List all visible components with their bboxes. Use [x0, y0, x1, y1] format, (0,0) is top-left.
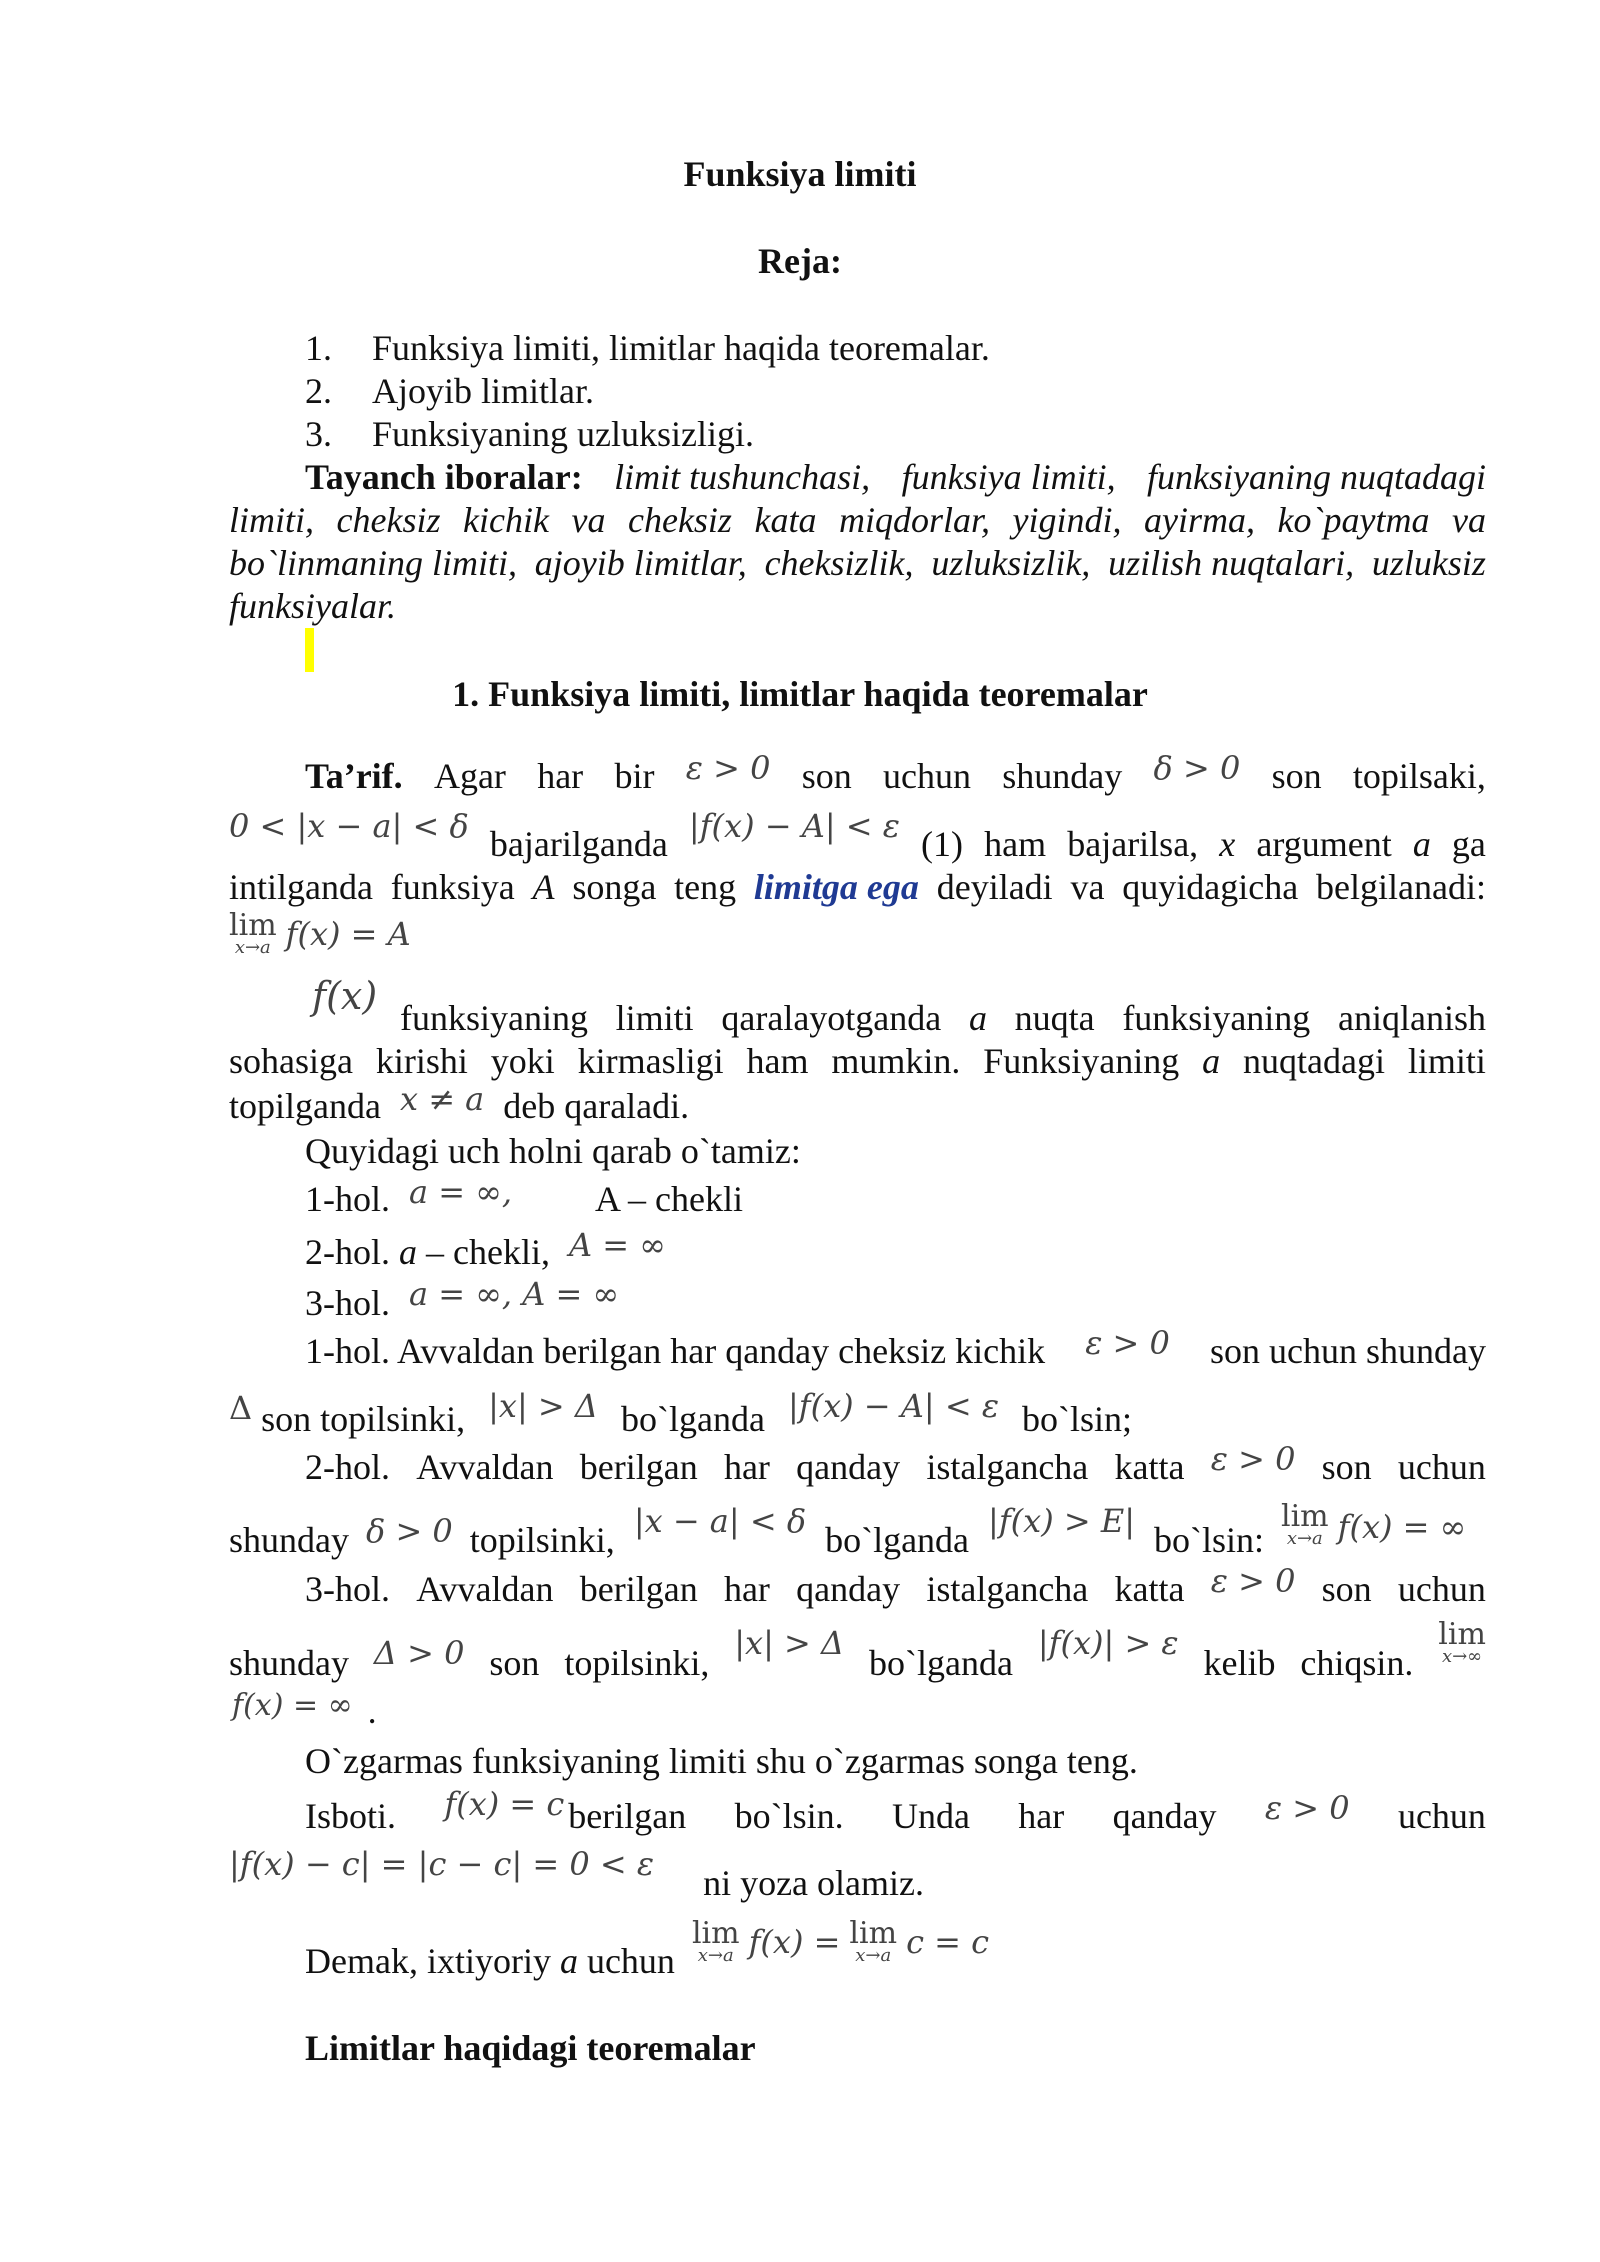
- plan-item-3: [305, 413, 754, 456]
- proof-label: Isboti.: [305, 1796, 397, 1836]
- word: argument: [1256, 824, 1392, 864]
- math-abs-f: |f(x) − A| < ε: [787, 1387, 999, 1425]
- math-fx: f(x): [312, 974, 378, 1018]
- limit-expression: f(x) = A: [285, 915, 411, 953]
- limit-text: lim: [849, 1915, 898, 1951]
- keywords-line-2: [229, 499, 1486, 542]
- case-3: [305, 1275, 620, 1326]
- math-epsilon-positive: ε > 0: [1210, 1440, 1296, 1478]
- plan-item-number: 1.: [305, 328, 332, 368]
- math-limit-definition: [229, 907, 411, 959]
- limit-text: lim: [229, 907, 277, 943]
- plan-item-text: Funksiyaning uzluksizligi.: [372, 414, 754, 454]
- case-2: [305, 1226, 666, 1275]
- keyword: cheksizlik,: [764, 543, 914, 583]
- cases-intro: Quyidagi uch holni qarab o`tamiz:: [305, 1131, 801, 1171]
- keyword-word: miqdorlar,: [838, 500, 990, 540]
- word: yoki: [490, 1041, 555, 1081]
- word: a: [1202, 1041, 1221, 1081]
- word: qaralayotganda: [721, 998, 942, 1038]
- keyword: ajoyib limitlar,: [534, 543, 747, 583]
- limit-operator: [691, 1915, 740, 1967]
- word: kirishi: [375, 1041, 468, 1081]
- keywords-line-3: [229, 542, 1486, 585]
- word: qanday: [796, 1447, 901, 1487]
- keyword: uzluksizlik,: [931, 543, 1091, 583]
- word: nuqtadagi: [1243, 1041, 1385, 1081]
- theorems-heading: Limitlar haqidagi teoremalar: [305, 2028, 756, 2068]
- plan-heading: Reja:: [758, 241, 842, 281]
- hol3-line-2: [229, 1617, 1486, 1686]
- math-abs-x: |x| > Δ: [734, 1624, 845, 1662]
- text: bo`lganda: [825, 1520, 970, 1560]
- definition-line-3: [229, 866, 1486, 909]
- text: uchun: [577, 1941, 675, 1981]
- proof-line-1: [305, 1785, 1486, 1838]
- case-text: A – chekli: [595, 1179, 743, 1219]
- word: nuqta: [1014, 998, 1095, 1038]
- word: berilgan: [568, 1796, 687, 1836]
- word: son: [801, 756, 852, 796]
- word: katta: [1114, 1569, 1185, 1609]
- hol2-line-1: [305, 1440, 1486, 1489]
- keyword-word: va: [571, 500, 606, 540]
- word: son: [489, 1643, 540, 1683]
- math-inequality-x: 0 < |x − a| < δ: [229, 807, 469, 845]
- word: bo`lganda: [869, 1643, 1013, 1683]
- text: ni yoza olamiz.: [703, 1863, 924, 1903]
- case-text: – chekli,: [417, 1232, 550, 1272]
- math-f-equals-c: f(x) = c: [444, 1785, 565, 1823]
- keyword: limit tushunchasi,: [614, 457, 871, 497]
- math-abs-x-a: |x − a| < δ: [633, 1502, 807, 1540]
- keywords-label: Tayanch iboralar:: [305, 457, 583, 497]
- word: istalgancha: [926, 1569, 1089, 1609]
- text: Demak, ixtiyoriy: [305, 1941, 560, 1981]
- word: limiti: [1407, 1041, 1486, 1081]
- definition-line-1: [305, 749, 1486, 798]
- limit-subscript: x→a: [855, 1944, 892, 1966]
- definition-label: Ta’rif.: [305, 756, 403, 796]
- plan-item-number: 3.: [305, 414, 332, 454]
- limit-expression: f(x) = ∞: [232, 1688, 353, 1723]
- word: qanday: [1112, 1796, 1217, 1836]
- keyword-word: cheksiz: [336, 500, 441, 540]
- case-label: 2-hol.: [305, 1232, 390, 1272]
- word: topilganda: [229, 1086, 381, 1126]
- limit-operator: [1438, 1617, 1486, 1668]
- plan-item-text: Funksiya limiti, limitlar haqida teoremalar.: [372, 328, 990, 368]
- word: kirmasligi: [577, 1041, 724, 1081]
- word: mumkin.: [831, 1041, 961, 1081]
- case-label: 1-hol.: [305, 1179, 390, 1219]
- limit-expression: f(x) = ∞: [1337, 1508, 1467, 1546]
- math-epsilon-positive: ε > 0: [1085, 1324, 1170, 1362]
- word: Agar: [433, 756, 506, 796]
- section-heading: 1. Funksiya limiti, limitlar haqida teoremalar: [452, 674, 1148, 714]
- keyword-word: kata: [754, 500, 817, 540]
- limit-expression: f(x) =: [748, 1923, 841, 1961]
- keyword: bo`linmaning limiti,: [229, 543, 517, 583]
- text: 1-hol. Avvaldan berilgan har qanday cheksiz kichik: [305, 1331, 1046, 1371]
- word: katta: [1114, 1447, 1185, 1487]
- keywords-line-1: [305, 456, 1486, 499]
- keyword-word: kichik: [463, 500, 549, 540]
- plan-item-1: [305, 327, 990, 370]
- keyword-word: yigindi,: [1012, 500, 1122, 540]
- math-abs-f-E: |f(x) > E|: [988, 1502, 1135, 1540]
- word: berilgan: [579, 1569, 698, 1609]
- definition-line-2: [229, 807, 1486, 866]
- plan-item-2: [305, 370, 594, 413]
- limit-subscript: x→a: [697, 1944, 734, 1966]
- word: topilsaki,: [1352, 756, 1486, 796]
- keyword-word: va: [1452, 500, 1486, 540]
- word: bajarilsa,: [1067, 824, 1199, 864]
- math-inequality-f: |f(x) − A| < ε: [688, 807, 900, 845]
- word: topilsinki,: [564, 1643, 710, 1683]
- keyword: funksiya limiti,: [901, 457, 1116, 497]
- word: quyidagicha: [1122, 867, 1299, 907]
- text: bo`lganda: [621, 1399, 765, 1439]
- limit-subscript: x→∞: [1441, 1646, 1483, 1667]
- hol3-line-3: [232, 1682, 377, 1731]
- word: bir: [614, 756, 655, 796]
- word: berilgan: [579, 1447, 698, 1487]
- word: va: [1070, 867, 1105, 907]
- word: aniqlanish: [1337, 998, 1486, 1038]
- word: Unda: [891, 1796, 970, 1836]
- hol3-line-1: [305, 1562, 1486, 1611]
- para2-line-2: [229, 1040, 1486, 1083]
- demak-line: [305, 1915, 990, 1987]
- word: Avvaldan: [416, 1569, 554, 1609]
- word: funksiyaning: [400, 998, 588, 1038]
- math-Delta-positive: Δ > 0: [373, 1634, 465, 1672]
- word: sohasiga: [229, 1041, 353, 1081]
- keywords-line-4: funksiyalar.: [229, 586, 396, 626]
- keyword: uzilish nuqtalari,: [1108, 543, 1355, 583]
- word: teng: [674, 867, 737, 907]
- math-delta-positive: δ > 0: [1153, 749, 1241, 787]
- word: uchun: [1397, 1447, 1486, 1487]
- word: har: [723, 1569, 770, 1609]
- period: .: [367, 1691, 377, 1731]
- equation-number: (1): [921, 824, 964, 864]
- word: har: [1018, 1796, 1065, 1836]
- case-math: a = ∞, A = ∞: [409, 1275, 620, 1313]
- plan-item-number: 2.: [305, 371, 332, 411]
- word: har: [723, 1447, 770, 1487]
- para2-line-1: [400, 997, 1486, 1040]
- case-var: a: [399, 1232, 417, 1272]
- keyword: uzluksiz: [1371, 543, 1486, 583]
- word: deb qaraladi.: [503, 1086, 690, 1126]
- word: kelib: [1203, 1643, 1276, 1683]
- text: bo`lsin:: [1153, 1520, 1264, 1560]
- var: a: [559, 1941, 578, 1981]
- word: ga: [1451, 824, 1486, 864]
- case-1: [305, 1173, 743, 1222]
- word: bajarilganda: [489, 824, 668, 864]
- word: limiti: [615, 998, 694, 1038]
- math-delta: Δ: [229, 1389, 253, 1427]
- limit-operator: [1280, 1498, 1329, 1550]
- limit-text: lim: [691, 1915, 740, 1951]
- math-epsilon-positive: ε > 0: [685, 749, 771, 787]
- math-abs-chain: |f(x) − c| = |c − c| = 0 < ε: [229, 1845, 655, 1883]
- math-epsilon-positive: ε > 0: [1210, 1562, 1296, 1600]
- math-epsilon-positive: ε > 0: [1264, 1789, 1350, 1827]
- word: 2-hol.: [305, 1447, 390, 1487]
- word: Avvaldan: [416, 1447, 554, 1487]
- term-limitga-ega: limitga ega: [753, 867, 919, 907]
- para2-line-3: [229, 1080, 690, 1129]
- text: shunday: [229, 1520, 349, 1560]
- text-highlight-marker: [305, 628, 314, 672]
- hol1-line-1: [305, 1324, 1486, 1373]
- limit-operator: [849, 1915, 898, 1967]
- word: son: [1321, 1447, 1372, 1487]
- word: deyiladi: [936, 867, 1053, 907]
- word: ham: [984, 824, 1047, 864]
- word: intilganda: [229, 867, 373, 907]
- keyword: funksiyaning nuqtadagi: [1147, 457, 1486, 497]
- word: x: [1219, 824, 1236, 864]
- limit-subscript: x→a: [234, 936, 271, 958]
- word: songa: [572, 867, 657, 907]
- word: ham: [746, 1041, 809, 1081]
- math-x-not-a: x ≠ a: [399, 1080, 485, 1118]
- word: chiqsin.: [1300, 1643, 1414, 1683]
- word: har: [537, 756, 584, 796]
- word: qanday: [796, 1569, 901, 1609]
- word: funksiya: [390, 867, 515, 907]
- keyword-word: ko`paytma: [1277, 500, 1430, 540]
- text: son topilsinki,: [261, 1399, 466, 1439]
- word: Funksiyaning: [983, 1041, 1180, 1081]
- word: son: [1321, 1569, 1372, 1609]
- limit-operator: [229, 907, 277, 959]
- word: bo`lsin.: [734, 1796, 844, 1836]
- word: istalgancha: [926, 1447, 1089, 1487]
- keyword-word: cheksiz: [627, 500, 732, 540]
- word: uchun: [883, 756, 971, 796]
- hol1-line-2: [229, 1387, 1132, 1442]
- limit-subscript: x→a: [1286, 1527, 1323, 1549]
- text: son uchun shunday: [1210, 1331, 1486, 1371]
- plan-item-text: Ajoyib limitlar.: [372, 371, 594, 411]
- const-statement: O`zgarmas funksiyaning limiti shu o`zgarmas songa teng.: [305, 1741, 1138, 1781]
- hol2-line-2: [229, 1498, 1467, 1566]
- keyword-word: limiti,: [229, 500, 315, 540]
- word: uchun: [1397, 1569, 1486, 1609]
- word: 3-hol.: [305, 1569, 390, 1609]
- math-abs-f: |f(x)| > ε: [1037, 1624, 1179, 1662]
- word: shunday: [1002, 756, 1123, 796]
- word: uchun: [1397, 1796, 1486, 1836]
- word: a: [968, 998, 987, 1038]
- case-label: 3-hol.: [305, 1283, 390, 1323]
- text: bo`lsin;: [1021, 1399, 1132, 1439]
- keyword-word: ayirma,: [1144, 500, 1256, 540]
- document-title: Funksiya limiti: [683, 154, 917, 194]
- word: A: [532, 867, 555, 907]
- word: a: [1412, 824, 1431, 864]
- proof-line-2: [229, 1845, 924, 1906]
- limit-text: lim: [1438, 1617, 1486, 1652]
- word: son: [1271, 756, 1322, 796]
- word: funksiyaning: [1122, 998, 1311, 1038]
- text: topilsinki,: [469, 1520, 615, 1560]
- math-delta-positive: δ > 0: [366, 1512, 453, 1550]
- word: belgilanadi:: [1316, 867, 1486, 907]
- case-math: a = ∞,: [409, 1173, 513, 1211]
- proof-fc-group: [444, 1785, 687, 1838]
- limit-text: lim: [1280, 1498, 1329, 1534]
- case-math: A = ∞: [568, 1226, 666, 1264]
- math-abs-x: |x| > Δ: [488, 1387, 599, 1425]
- limit-expression: c = c: [906, 1923, 990, 1961]
- word: shunday: [229, 1643, 349, 1683]
